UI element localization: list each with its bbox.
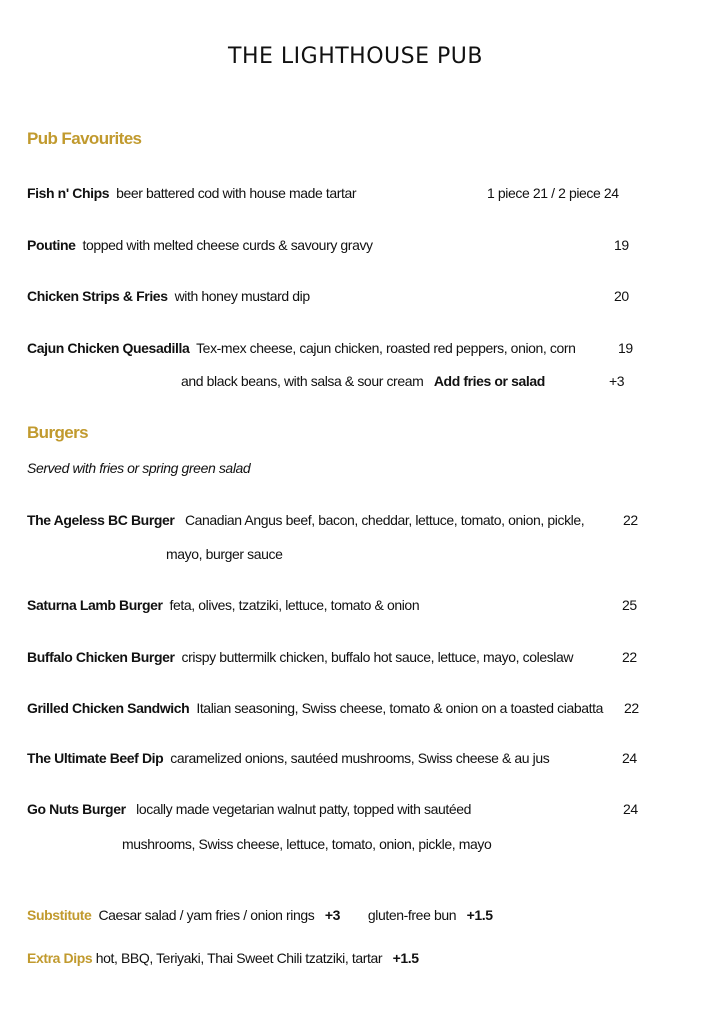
item-price: 20	[614, 288, 629, 304]
item-name: The Ultimate Beef Dip	[27, 750, 164, 766]
item-description: with honey mustard dip	[174, 288, 310, 304]
item-name: Fish n' Chips	[27, 185, 110, 201]
item-name: Chicken Strips & Fries	[27, 288, 168, 304]
item-description: Italian seasoning, Swiss cheese, tomato & onion on a toasted ciabatta	[196, 700, 604, 716]
section-heading-burgers: Burgers	[27, 423, 88, 442]
item-price: 22	[622, 649, 637, 665]
gluten-free-text: gluten-free bun	[367, 907, 457, 923]
item-description-continued: mushrooms, Swiss cheese, lettuce, tomato, onion, pickle, mayo	[122, 836, 492, 852]
addon-price: +3	[609, 373, 625, 389]
menu-item-grilled-chicken-sandwich	[27, 700, 671, 716]
item-price: 24	[623, 801, 638, 817]
page-title: THE LIGHTHOUSE PUB	[228, 44, 483, 69]
extra-dips-label: Extra Dips	[27, 950, 93, 966]
menu-item-go-nuts-burger	[27, 801, 671, 817]
item-price: 1 piece 21 / 2 piece 24	[487, 185, 619, 201]
item-price: 19	[614, 237, 629, 253]
item-description: beer battered cod with house made tartar	[116, 185, 357, 201]
item-price: 24	[622, 750, 637, 766]
item-name: Buffalo Chicken Burger	[27, 649, 175, 665]
item-description: topped with melted cheese curds & savoury gravy	[82, 237, 373, 253]
item-price: 22	[624, 700, 639, 716]
item-description-continued	[181, 373, 545, 389]
item-name: Saturna Lamb Burger	[27, 597, 163, 613]
extra-dips-line	[27, 950, 671, 966]
substitute-price: +3	[324, 907, 340, 923]
substitute-line	[27, 907, 671, 923]
item-name: Go Nuts Burger	[27, 801, 126, 817]
item-description-cont: and black beans, with salsa & sour cream	[181, 373, 424, 389]
section-heading-pub-favourites: Pub Favourites	[27, 129, 142, 148]
item-price: 25	[622, 597, 637, 613]
menu-item-buffalo-chicken-burger	[27, 649, 671, 665]
addon-label: Add fries or salad	[433, 373, 545, 389]
item-description: feta, olives, tzatziki, lettuce, tomato & onion	[169, 597, 420, 613]
menu-item-cajun-chicken-quesadilla	[27, 340, 671, 356]
menu-item-ageless-bc-burger	[27, 512, 671, 528]
item-description: Tex-mex cheese, cajun chicken, roasted red peppers, onion, corn	[196, 340, 576, 356]
item-description: crispy buttermilk chicken, buffalo hot sauce, lettuce, mayo, coleslaw	[181, 649, 574, 665]
item-name: The Ageless BC Burger	[27, 512, 175, 528]
item-description: locally made vegetarian walnut patty, topped with sautéed	[136, 801, 472, 817]
item-name: Cajun Chicken Quesadilla	[27, 340, 190, 356]
item-name: Poutine	[27, 237, 76, 253]
menu-item-chicken-strips	[27, 288, 671, 304]
substitute-text: Caesar salad / yam fries / onion rings	[98, 907, 315, 923]
item-price: 19	[618, 340, 633, 356]
gluten-free-price: +1.5	[466, 907, 493, 923]
item-description-continued: mayo, burger sauce	[166, 546, 283, 562]
section-subheading: Served with fries or spring green salad	[27, 460, 251, 476]
menu-item-poutine	[27, 237, 671, 253]
substitute-label: Substitute	[27, 907, 92, 923]
extra-dips-text: hot, BBQ, Teriyaki, Thai Sweet Chili tzatziki, tartar	[95, 950, 383, 966]
item-description: Canadian Angus beef, bacon, cheddar, lettuce, tomato, onion, pickle,	[184, 512, 585, 528]
item-name: Grilled Chicken Sandwich	[27, 700, 190, 716]
extra-dips-price: +1.5	[392, 950, 419, 966]
item-description: caramelized onions, sautéed mushrooms, Swiss cheese & au jus	[170, 750, 550, 766]
item-price: 22	[623, 512, 638, 528]
menu-item-saturna-lamb-burger	[27, 597, 671, 613]
menu-item-ultimate-beef-dip	[27, 750, 671, 766]
